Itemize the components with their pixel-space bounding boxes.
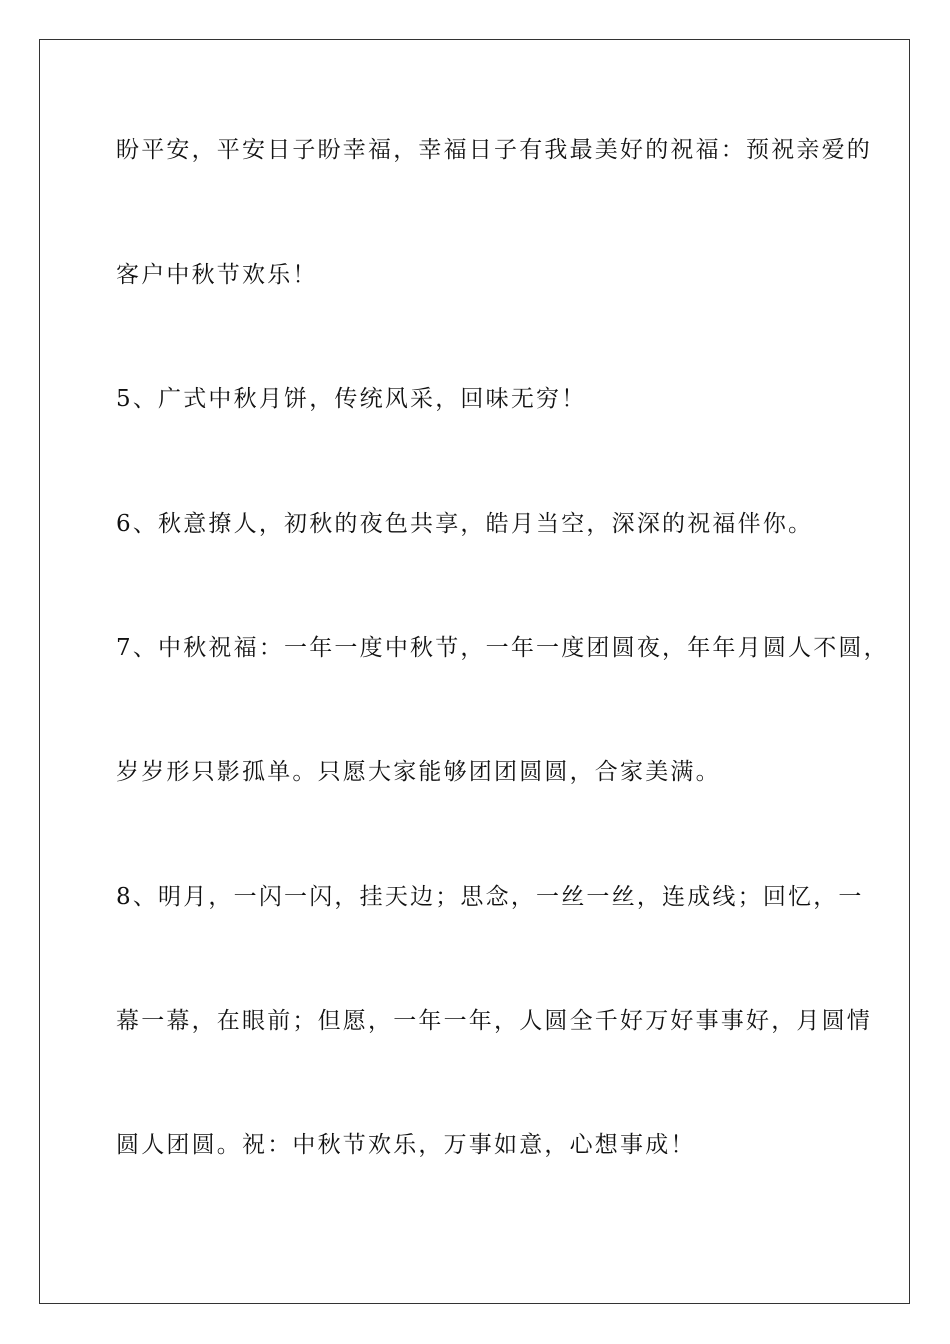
text-line: 幕一幕，在眼前；但愿，一年一年，人圆全千好万好事事好，月圆情: [116, 1008, 872, 1034]
text-line: 岁岁形只影孤单。只愿大家能够团团圆圆，合家美满。: [116, 759, 721, 785]
text-line: 7、中秋祝福：一年一度中秋节，一年一度团圆夜，年年月圆人不圆，: [116, 635, 889, 661]
text-line: 5、广式中秋月饼，传统风采，回味无穷！: [116, 386, 587, 412]
text-line: 6、秋意撩人，初秋的夜色共享，皓月当空，深深的祝福伴你。: [116, 511, 814, 537]
page-frame: [39, 39, 910, 1304]
text-line: 圆人团圆。祝：中秋节欢乐，万事如意，心想事成！: [116, 1132, 696, 1158]
text-line: 8、明月，一闪一闪，挂天边；思念，一丝一丝，连成线；回忆，一: [116, 884, 864, 910]
text-line: 客户中秋节欢乐！: [116, 262, 318, 288]
text-line: 盼平安，平安日子盼幸福，幸福日子有我最美好的祝福：预祝亲爱的: [116, 137, 872, 163]
